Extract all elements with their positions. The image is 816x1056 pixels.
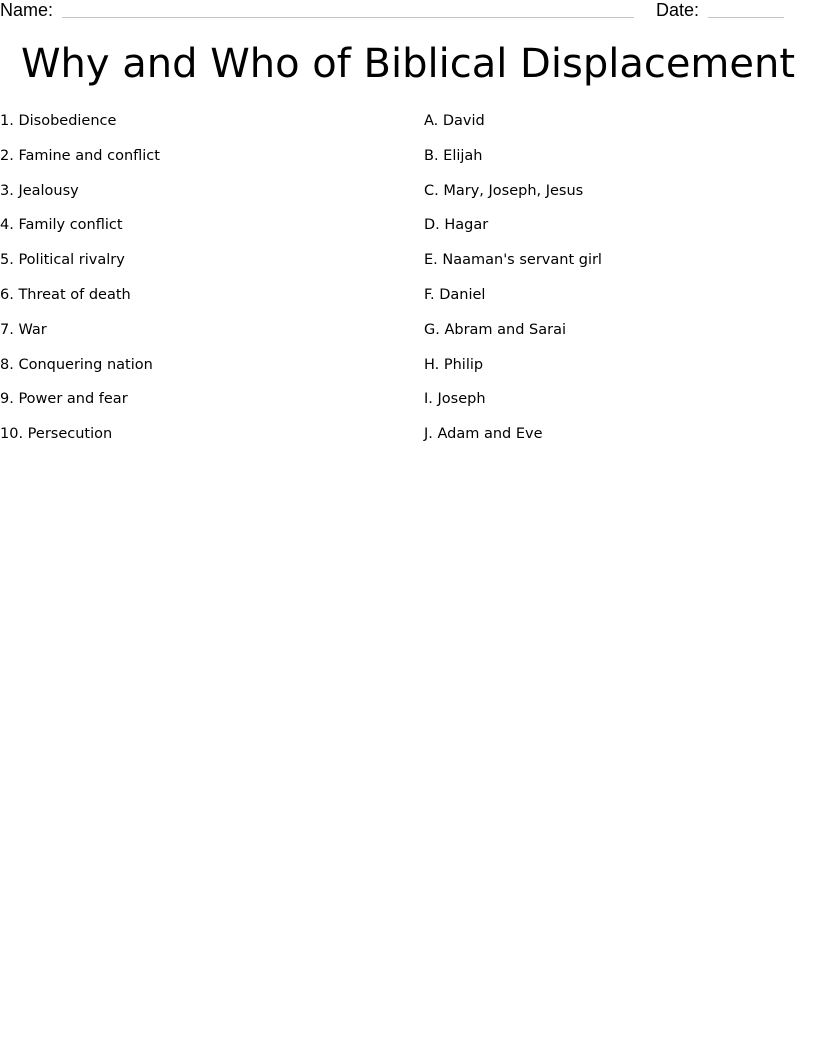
cause-item: 1. Disobedience bbox=[0, 113, 117, 129]
person-item: A. David bbox=[424, 113, 485, 129]
person-item: E. Naaman's servant girl bbox=[424, 252, 602, 269]
people-list bbox=[424, 111, 804, 459]
worksheet-header bbox=[0, 0, 816, 24]
name-blank-line bbox=[62, 17, 634, 18]
person-item: B. Elijah bbox=[424, 147, 483, 164]
person-item: F. Daniel bbox=[424, 286, 486, 303]
cause-item: 2. Famine and conflict bbox=[0, 147, 160, 164]
cause-item: 9. Power and fear bbox=[0, 391, 128, 408]
cause-item: 10. Persecution bbox=[0, 426, 113, 443]
person-item: G. Abram and Sarai bbox=[424, 321, 567, 338]
page-title: Why and Who of Biblical Displacement bbox=[20, 41, 796, 87]
person-item: I. Joseph bbox=[424, 391, 486, 408]
cause-item: 6. Threat of death bbox=[0, 286, 131, 303]
person-item: J. Adam and Eve bbox=[424, 426, 543, 443]
person-item: C. Mary, Joseph, Jesus bbox=[424, 182, 584, 199]
date-label: Date: bbox=[656, 0, 700, 20]
cause-item: 4. Family conflict bbox=[0, 217, 123, 234]
cause-item: 5. Political rivalry bbox=[0, 252, 125, 269]
causes-list bbox=[0, 111, 400, 459]
person-item: D. Hagar bbox=[424, 217, 489, 234]
date-blank-line bbox=[708, 17, 784, 18]
cause-item: 3. Jealousy bbox=[0, 182, 79, 199]
cause-item: 8. Conquering nation bbox=[0, 356, 153, 373]
person-item: H. Philip bbox=[424, 356, 484, 373]
cause-item: 7. War bbox=[0, 321, 47, 338]
name-label: Name: bbox=[0, 0, 54, 20]
